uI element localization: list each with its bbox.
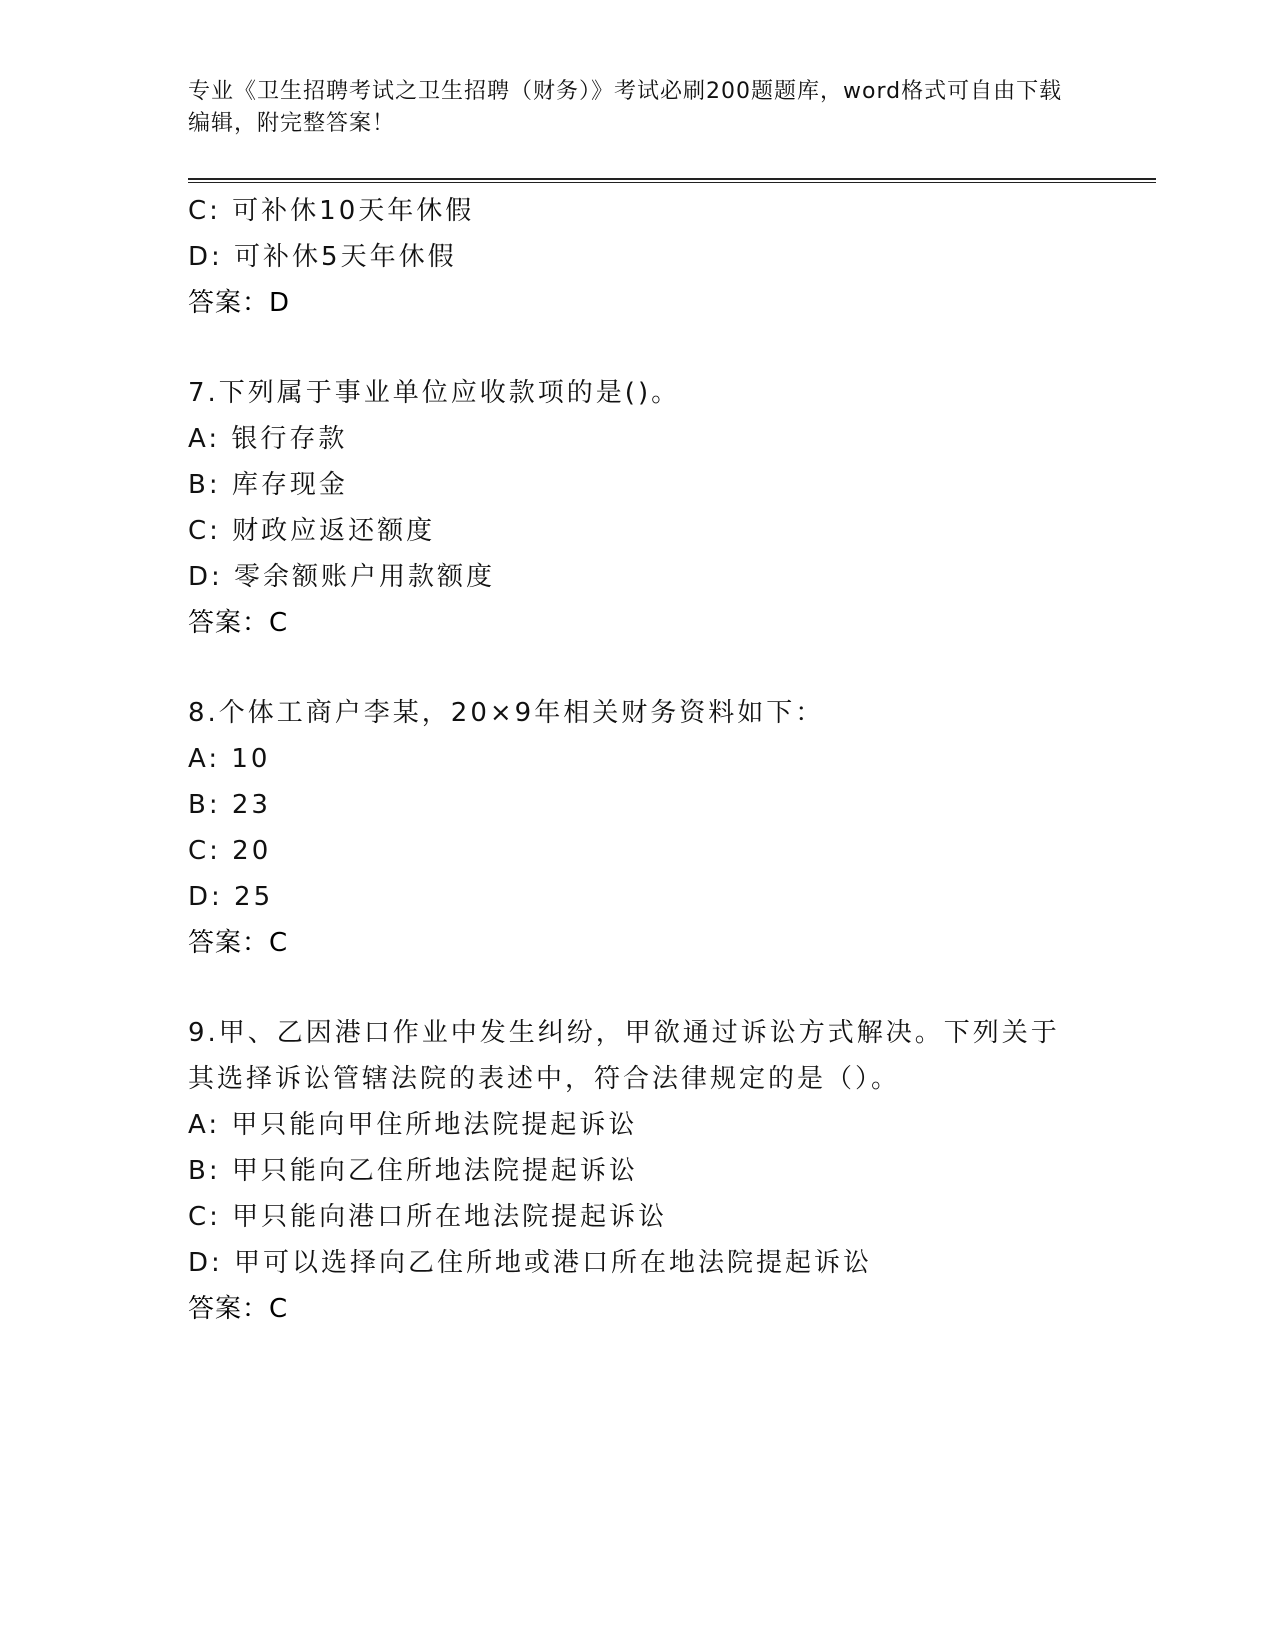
option-b: B: 甲只能向乙住所地法院提起诉讼 (188, 1156, 638, 1186)
option-d: D: 零余额账户用款额度 (188, 562, 496, 592)
question-7 (188, 370, 1088, 646)
question-9 (188, 1010, 1088, 1332)
option-c: C: 甲只能向港口所在地法院提起诉讼 (188, 1202, 668, 1232)
option-d: D: 25 (188, 882, 274, 912)
option-d: D: 甲可以选择向乙住所地或港口所在地法院提起诉讼 (188, 1248, 873, 1278)
option-c: C: 财政应返还额度 (188, 516, 436, 546)
option-b: B: 23 (188, 790, 271, 820)
answer-line: 答案：C (188, 608, 289, 638)
option-a: A: 甲只能向甲住所地法院提起诉讼 (188, 1110, 638, 1140)
option-c: C: 20 (188, 836, 272, 866)
option-d: D: 可补休5天年休假 (188, 242, 457, 272)
answer-line: 答案：D (188, 288, 291, 318)
question-8 (188, 690, 1088, 966)
answer-line: 答案：C (188, 1294, 289, 1324)
header-rule-thick (188, 178, 1156, 180)
option-a: A: 银行存款 (188, 424, 348, 454)
question-6-continued (188, 188, 1088, 326)
option-b: B: 库存现金 (188, 470, 348, 500)
option-c: C: 可补休10天年休假 (188, 196, 475, 226)
document-header: 专业《卫生招聘考试之卫生招聘（财务）》考试必刷200题题库，word格式可自由下载编辑，附完整答案！ (188, 79, 1063, 136)
question-text: 9.甲、乙因港口作业中发生纠纷，甲欲通过诉讼方式解决。下列关于其选择诉讼管辖法院的表述中，符合法律规定的是（）。 (188, 1018, 1060, 1094)
header-rule-thin (188, 182, 1156, 183)
answer-line: 答案：C (188, 928, 289, 958)
document-content (188, 188, 1088, 1332)
question-text: 7.下列属于事业单位应收款项的是()。 (188, 378, 681, 408)
question-text: 8.个体工商户李某，20×9年相关财务资料如下： (188, 698, 825, 728)
option-a: A: 10 (188, 744, 271, 774)
